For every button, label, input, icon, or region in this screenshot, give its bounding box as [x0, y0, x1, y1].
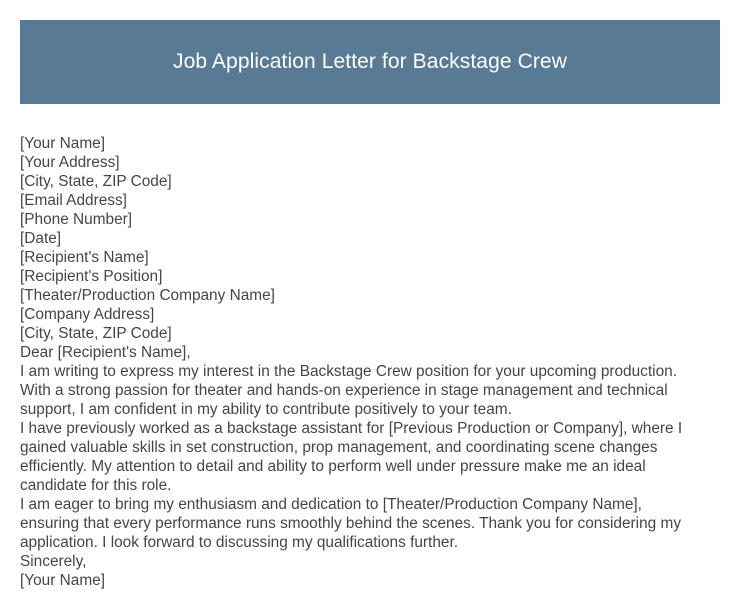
paragraph-line: support, I am confident in my ability to contribute positively to your team.	[20, 401, 512, 418]
recipient-address: [Company Address]	[20, 306, 155, 323]
sender-phone: [Phone Number]	[20, 211, 133, 228]
salutation: Dear [Recipient's Name],	[20, 344, 191, 361]
sender-email: [Email Address]	[20, 192, 127, 209]
paragraph-line: efficiently. My attention to detail and ability to perform well under pressure make me an ideal	[20, 458, 646, 475]
recipient-company: [Theater/Production Company Name]	[20, 287, 275, 304]
letter-body	[20, 134, 720, 590]
paragraph-line: gained valuable skills in set construction, prop management, and coordinating scene changes	[20, 439, 658, 456]
recipient-city-state-zip: [City, State, ZIP Code]	[20, 325, 172, 342]
page-title: Job Application Letter for Backstage Crew	[173, 50, 567, 73]
closing: Sincerely,	[20, 553, 87, 570]
sender-address: [Your Address]	[20, 154, 120, 171]
sender-city-state-zip: [City, State, ZIP Code]	[20, 173, 172, 190]
paragraph-line: candidate for this role.	[20, 477, 172, 494]
paragraph-line: ensuring that every performance runs smoothly behind the scenes. Thank you for considering my	[20, 515, 682, 532]
paragraph-line: I am writing to express my interest in the Backstage Crew position for your upcoming production.	[20, 363, 677, 380]
paragraph-line: application. I look forward to discussing my qualifications further.	[20, 534, 458, 551]
page-header	[20, 20, 720, 104]
sender-name: [Your Name]	[20, 135, 105, 152]
letter-date: [Date]	[20, 230, 62, 247]
recipient-name: [Recipient's Name]	[20, 249, 149, 266]
recipient-position: [Recipient's Position]	[20, 268, 163, 285]
signature: [Your Name]	[20, 572, 105, 589]
paragraph-line: I am eager to bring my enthusiasm and dedication to [Theater/Production Company Name],	[20, 496, 642, 513]
paragraph-line: I have previously worked as a backstage assistant for [Previous Production or Company], where I	[20, 420, 683, 437]
paragraph-line: With a strong passion for theater and hands-on experience in stage management and technical	[20, 382, 668, 399]
